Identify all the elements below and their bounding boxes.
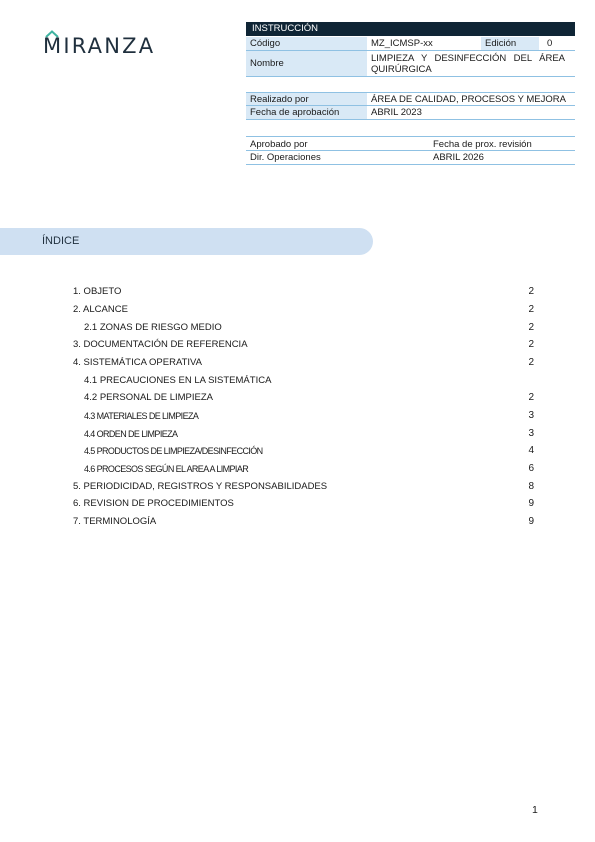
toc-page-number: 2	[528, 304, 534, 315]
aprobado-header-row	[246, 136, 575, 151]
nombre-value: LIMPIEZA Y DESINFECCIÓN DEL ÁREA QUIRÚRGICA	[367, 51, 575, 76]
toc-label: 4.3 MATERIALES DE LIMPIEZA	[84, 411, 199, 421]
toc-label: 6. REVISION DE PROCEDIMIENTOS	[73, 498, 234, 509]
index-heading: ÍNDICE	[42, 235, 80, 247]
toc-item-terminologia[interactable]	[73, 515, 156, 529]
aprobado-value-row	[246, 151, 575, 165]
toc-page-number: 4	[528, 445, 534, 456]
toc-label: 4.2 PERSONAL DE LIMPIEZA	[84, 392, 213, 403]
toc-page-number: 2	[528, 392, 534, 403]
prox-revision-label: Fecha de prox. revisión	[433, 139, 532, 150]
realizado-value: ÁREA DE CALIDAD, PROCESOS Y MEJORA	[367, 93, 575, 105]
nombre-label: Nombre	[246, 51, 367, 76]
toc-label: 4. SISTEMÁTICA OPERATIVA	[73, 357, 202, 368]
toc-label: 4.4 ORDEN DE LIMPIEZA	[84, 429, 178, 439]
toc-label: 3. DOCUMENTACIÓN DE REFERENCIA	[73, 339, 248, 350]
codigo-value: MZ_ICMSP-xx	[367, 37, 481, 50]
toc-page-number: 8	[528, 481, 534, 492]
logo-text: MIRANZA	[43, 34, 156, 58]
edicion-label: Edición	[481, 37, 539, 50]
toc-label: 2. ALCANCE	[73, 304, 128, 315]
toc-page-number: 3	[528, 428, 534, 439]
codigo-row	[246, 37, 575, 51]
aprobado-value: Dir. Operaciones	[250, 152, 321, 163]
fecha-aprobacion-label: Fecha de aprobación	[246, 106, 367, 119]
toc-page-number: 2	[528, 339, 534, 350]
toc-label: 4.1 PRECAUCIONES EN LA SISTEMÁTICA	[84, 375, 272, 386]
toc-item-sistematica[interactable]	[73, 356, 202, 370]
toc-item-productos[interactable]	[84, 444, 263, 458]
toc-label: 7. TERMINOLOGÍA	[73, 516, 157, 527]
codigo-label: Código	[246, 37, 367, 50]
toc-page-number: 3	[528, 410, 534, 421]
toc-page-number: 2	[528, 357, 534, 368]
toc-item-documentacion[interactable]	[73, 338, 248, 352]
toc-item-zonas-riesgo[interactable]	[84, 321, 222, 335]
aprobado-label: Aprobado por	[250, 139, 308, 150]
fecha-aprobacion-row	[246, 106, 575, 120]
toc-label: 5. PERIODICIDAD, REGISTROS Y RESPONSABILIDADES	[73, 481, 328, 492]
toc-item-alcance[interactable]	[73, 303, 128, 317]
toc-item-materiales[interactable]	[84, 409, 198, 423]
index-banner	[0, 228, 373, 255]
toc-item-precauciones[interactable]	[84, 374, 271, 388]
realizado-label: Realizado por	[246, 93, 367, 105]
toc-page-number: 2	[528, 322, 534, 333]
toc-item-revision[interactable]	[73, 497, 234, 511]
prox-revision-value: ABRIL 2026	[433, 152, 484, 163]
toc-page-number: 2	[528, 286, 534, 297]
page-number: 1	[532, 804, 538, 816]
miranza-logo	[43, 30, 173, 60]
toc-label: 4.6 PROCESOS SEGÚN EL AREA A LIMPIAR	[84, 464, 249, 474]
fecha-aprobacion-value: ABRIL 2023	[367, 106, 575, 119]
toc-item-personal[interactable]	[84, 391, 213, 405]
toc-item-orden[interactable]	[84, 427, 177, 441]
toc-label: 4.5 PRODUCTOS DE LIMPIEZA/DESINFECCIÓN	[84, 446, 263, 456]
edicion-value: 0	[539, 37, 575, 50]
toc-page-number: 6	[528, 463, 534, 474]
toc-page-number: 9	[528, 516, 534, 527]
toc-item-objeto[interactable]	[73, 285, 121, 299]
document-type-title: INSTRUCCIÓN	[246, 22, 575, 36]
toc-page-number: 9	[528, 498, 534, 509]
toc-label: 2.1 ZONAS DE RIESGO MEDIO	[84, 322, 222, 333]
toc-label: 1. OBJETO	[73, 286, 122, 297]
nombre-row	[246, 51, 575, 77]
toc-item-procesos[interactable]	[84, 462, 248, 476]
toc-item-periodicidad[interactable]	[73, 480, 327, 494]
realizado-row	[246, 92, 575, 106]
